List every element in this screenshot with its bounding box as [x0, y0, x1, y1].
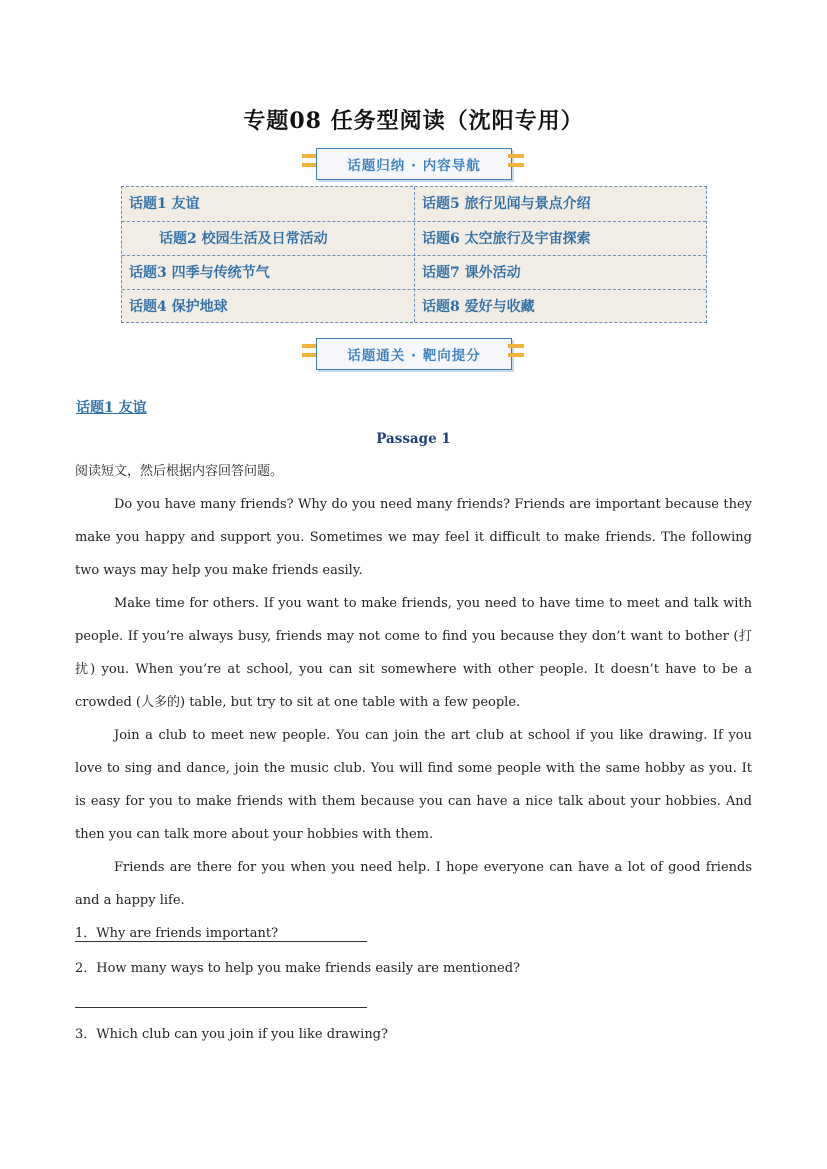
- question-3-block: [75, 1018, 752, 1051]
- banner-right-decoration: [508, 154, 524, 174]
- page-title: 专题08 任务型阅读（沈阳专用）: [243, 108, 584, 134]
- topic-row: [122, 221, 706, 256]
- topic-3[interactable]: 话题3 四季与传统节气: [129, 265, 270, 281]
- topic-5[interactable]: 话题5 旅行见闻与景点介绍: [422, 196, 591, 212]
- topic-8[interactable]: 话题8 爱好与收藏: [422, 299, 535, 315]
- topic-row: [122, 255, 706, 290]
- paragraph-2: Make time for others. If you want to make friends, you need to have time to meet and talk with people. If you’re always busy, friends may not come to find you because they don’t want to bother (打扰) you. When you’re at school, you can sit somewhere with other people. It doesn’t have to be a crowded (人多的) table, but try to sit at one table with a few people.: [75, 596, 752, 710]
- question-1: 1．Why are friends important?: [75, 926, 279, 941]
- banner-right-decoration: [508, 344, 524, 364]
- topic-4[interactable]: 话题4 保护地球: [129, 299, 228, 315]
- topic-practice-banner: [308, 338, 518, 372]
- topic-row: [122, 289, 706, 324]
- topic-2[interactable]: 话题2 校园生活及日常活动: [159, 231, 328, 247]
- section-heading-link[interactable]: 话题1 友谊: [76, 400, 147, 416]
- topic-nav-banner: [308, 148, 518, 182]
- paragraph-3: Join a club to meet new people. You can join the art club at school if you like drawing. If you love to sing and dance, join the music club. You will find some people with the same hobby as you. It is easy for you to make friends with them because you can have a nice talk about your hobbies. And then you can talk more about your hobbies with them.: [75, 728, 752, 842]
- answer-line-2[interactable]: [75, 1007, 367, 1008]
- paragraph-4: Friends are there for you when you need help. I hope everyone can have a lot of good friends and a happy life.: [75, 860, 752, 908]
- topic-table: [121, 186, 707, 323]
- question-2-block: [75, 952, 752, 985]
- banner-label: 话题归纳 · 内容导航: [316, 148, 512, 180]
- answer-line-1[interactable]: [75, 941, 367, 942]
- question-2: 2．How many ways to help you make friends easily are mentioned?: [75, 961, 520, 976]
- topic-7[interactable]: 话题7 课外活动: [422, 265, 521, 281]
- topic-1[interactable]: 话题1 友谊: [129, 196, 200, 212]
- banner-label: 话题通关 · 靶向提分: [316, 338, 512, 370]
- paragraph-1: Do you have many friends? Why do you need many friends? Friends are important because they make you happy and support you. Sometimes we may feel it difficult to make friends. The following two ways may help you make friends easily.: [75, 497, 752, 578]
- instruction: 阅读短文，然后根据内容回答问题。: [75, 464, 284, 479]
- question-3: 3．Which club can you join if you like drawing?: [75, 1027, 388, 1042]
- passage-title: Passage 1: [376, 431, 451, 447]
- topic-row: [122, 187, 706, 221]
- passage-body: [75, 455, 752, 950]
- topic-6[interactable]: 话题6 太空旅行及宇宙探索: [422, 231, 591, 247]
